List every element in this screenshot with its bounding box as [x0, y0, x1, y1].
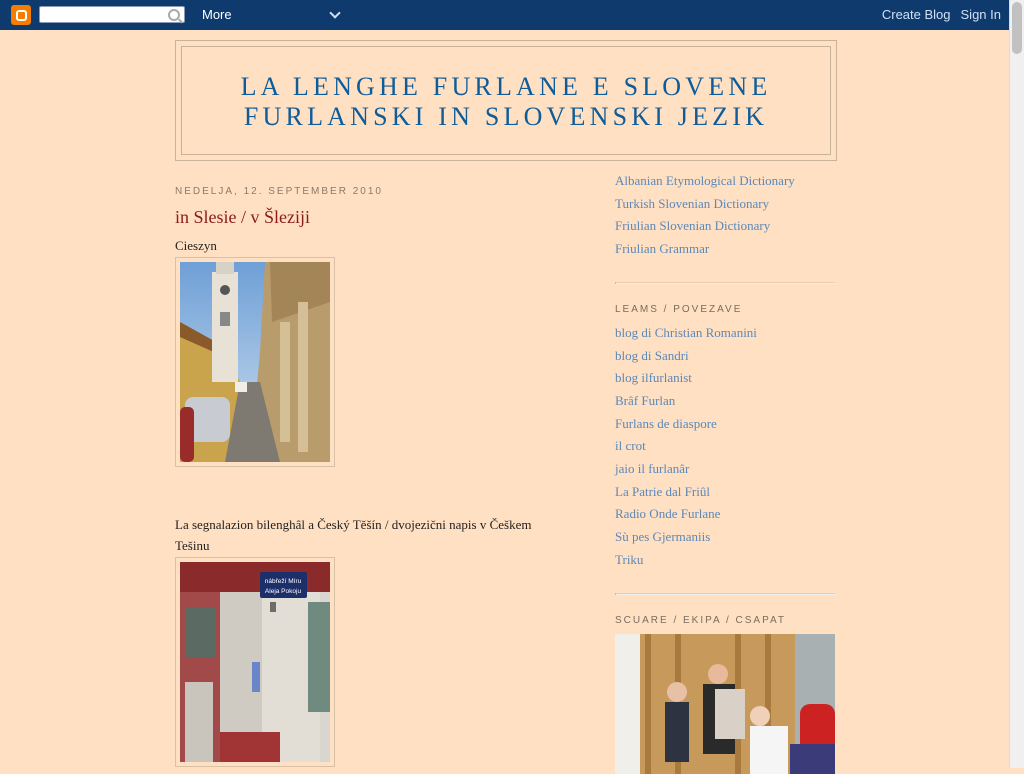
post-photo-sign[interactable]	[175, 557, 335, 767]
sidebar-link-turkish-dictionary[interactable]: Turkish Slovenian Dictionary	[615, 195, 770, 211]
post-date: NEDELJA, 12. SEPTEMBER 2010	[175, 186, 383, 197]
sidebar-link-braf-furlan[interactable]: Brâf Furlan	[615, 392, 676, 408]
dictionary-links	[615, 170, 836, 261]
street-photo-image	[180, 262, 330, 462]
scrollbar-thumb[interactable]	[1012, 2, 1022, 54]
sign-photo-image	[180, 562, 330, 762]
sidebar-link-la-patrie-dal-friul[interactable]: La Patrie dal Friûl	[615, 483, 710, 499]
sidebar-link-sandri[interactable]: blog di Sandri	[615, 347, 689, 363]
blog-header-inner	[181, 46, 831, 155]
sidebar-link-jaio-il-furlanar[interactable]: jaio il furlanâr	[615, 461, 690, 477]
search-input[interactable]	[39, 6, 185, 23]
street-sign-text-1: nábřeží Míru	[264, 578, 302, 585]
create-blog-link[interactable]: Create Blog	[881, 7, 951, 22]
post-photo-street[interactable]	[175, 257, 335, 467]
blog-title[interactable]	[182, 72, 830, 132]
team-heading: SCUARE / EKIPA / CSAPAT	[615, 614, 787, 626]
post-caption-2-line2: Tešinu	[175, 538, 210, 553]
sidebar-divider	[615, 593, 836, 595]
chevron-down-icon[interactable]	[329, 7, 340, 18]
sidebar-link-friulian-dictionary[interactable]: Friulian Slovenian Dictionary	[615, 218, 771, 234]
sidebar-link-furlans-de-diaspore[interactable]: Furlans de diaspore	[615, 415, 717, 431]
blogger-logo-icon[interactable]	[11, 5, 31, 25]
team-photo[interactable]	[615, 634, 835, 774]
more-menu[interactable]: More	[202, 7, 232, 22]
sidebar-link-radio-onde-furlane[interactable]: Radio Onde Furlane	[615, 506, 721, 522]
links-heading: LEAMS / POVEZAVE	[615, 303, 743, 315]
sign-in-link[interactable]: Sign In	[960, 7, 1001, 22]
sidebar-link-friulian-grammar[interactable]: Friulian Grammar	[615, 241, 710, 257]
sidebar	[615, 170, 836, 774]
blog-links	[615, 322, 836, 572]
blog-header	[175, 40, 837, 161]
blog-title-line2[interactable]: FURLANSKI IN SLOVENSKI JEZIK	[243, 102, 769, 131]
post-title[interactable]: in Slesie / v Šleziji	[175, 207, 310, 227]
sidebar-divider	[615, 282, 836, 284]
sidebar-link-albanian-dictionary[interactable]: Albanian Etymological Dictionary	[615, 173, 795, 188]
sidebar-link-il-crot[interactable]: il crot	[615, 438, 646, 454]
sidebar-link-triku[interactable]: Triku	[615, 551, 644, 567]
scrollbar[interactable]	[1009, 0, 1024, 768]
street-sign-text-2: Aleja Pokoju	[264, 588, 302, 595]
post-caption-2	[175, 514, 531, 556]
post-caption-1: Cieszyn	[175, 238, 217, 253]
blogger-navbar	[0, 0, 1009, 30]
sidebar-link-christian-romanini[interactable]: blog di Christian Romanini	[615, 324, 757, 340]
sidebar-link-su-pes-gjermaniis[interactable]: Sù pes Gjermaniis	[615, 529, 711, 545]
search-icon[interactable]	[168, 9, 180, 21]
blog-title-line1[interactable]: LA LENGHE FURLANE E SLOVENE	[240, 72, 772, 101]
post-caption-2-line1: La segnalazion bilenghâl a Český Těšín / dvojezični napis v Češkem	[175, 517, 532, 532]
sidebar-link-ilfurlanist[interactable]: blog ilfurlanist	[615, 370, 692, 386]
team-photo-image	[615, 634, 835, 774]
